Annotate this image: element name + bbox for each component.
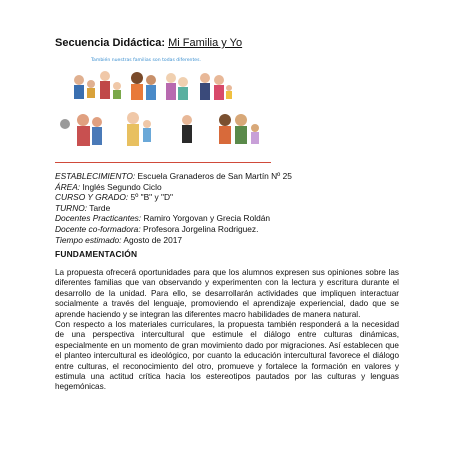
divider-line — [55, 162, 271, 163]
illustration-caption: También nuestras familias son todas diferentes. — [91, 58, 201, 63]
meta-row-coformadora: Docente co-formadora: Profesora Jorgelina Rodriguez. — [55, 223, 259, 234]
paragraph-2: Con respecto a los materiales curriculares, la propuesta también responderá a la necesidad de una perspectiva intercultural que estimule el diálogo entre culturas dinámicas, especialmente en un momento de gran movimiento dado por migraciones. Así establecen que el planteo intercultural es ideológico, por cuanto la educación intercultural favorece el diálogo entre culturas, el reconocimiento del otro, promueve y fortalece la formación en valores y estimula una actitud crítica hacia los estereotipos pautados por las culturas y lenguas hegemónicas. — [55, 320, 399, 392]
meta-row-turno: TURNO: Tarde — [55, 202, 111, 213]
family-figure-9 — [219, 114, 259, 144]
document-title — [55, 37, 242, 49]
title-value: Mi Familia y Yo — [168, 37, 243, 49]
family-figure-4 — [166, 73, 188, 100]
family-figure-8 — [182, 115, 192, 143]
family-figure-6 — [77, 114, 102, 146]
family-figure-2 — [100, 71, 121, 99]
meta-row-area: ÁREA: Inglés Segundo Ciclo — [55, 181, 162, 192]
meta-row-practicantes: Docentes Practicantes: Ramiro Yorgovan y Grecia Roldán — [55, 213, 271, 224]
title-label: Secuencia Didáctica: — [55, 37, 166, 49]
family-figure-3 — [131, 72, 156, 100]
meta-block — [55, 171, 292, 245]
families-illustration — [55, 58, 275, 162]
meta-row-tiempo: Tiempo estimado: Agosto de 2017 — [55, 234, 183, 245]
family-figure-7 — [127, 112, 151, 146]
section-heading: FUNDAMENTACIÓN — [55, 249, 138, 259]
paragraph-1: La propuesta ofrecerá oportunidades para que los alumnos expresen sus opiniones sobre las diferentes familias que van observando y experimenten con la lectura y escritura durante el desarrollo de la unidad. Para ello, se desarrollarán actividades que impliquen interactuar socialmente a través del lenguaje, promoviendo el aprendizaje experiencial, dado que se aprende haciendo y se integran las diferentes macro habilidades de manera natural. — [55, 268, 399, 319]
meta-row-curso: CURSO Y GRADO: 5º "B" y "D" — [55, 192, 173, 203]
family-figure-1 — [74, 75, 95, 99]
meta-row-establecimiento: ESTABLECIMIENTO: Escuela Granaderos de San Martín Nº 25 — [55, 171, 292, 181]
family-figure-5 — [200, 73, 232, 100]
body-text — [55, 268, 399, 393]
